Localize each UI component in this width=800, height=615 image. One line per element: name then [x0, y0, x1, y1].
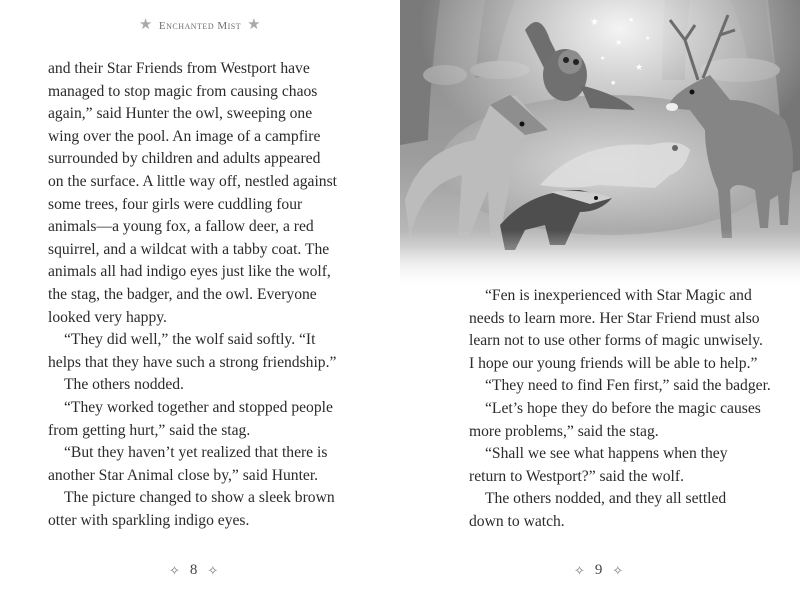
svg-text:★: ★ — [600, 56, 606, 62]
svg-text:★: ★ — [645, 36, 651, 42]
text-line: looked very happy. — [48, 308, 167, 326]
text-line: and their Star Friends from Westport have — [48, 60, 310, 77]
text-line: on the surface. A little way off, nestled against — [48, 172, 337, 190]
text-line: The others nodded. — [64, 376, 184, 394]
text-line: some trees, four girls were cuddling four — [48, 195, 303, 213]
sparkle-icon: ✧ — [169, 562, 180, 578]
text-line: “But they haven’t yet realized that there is — [64, 444, 328, 462]
left-page-text — [48, 58, 358, 532]
text-line: wing over the pool. An image of a campfire — [48, 127, 321, 145]
text-line: the stag, the badger, and the owl. Everyone — [48, 285, 317, 303]
text-line: “Let’s hope they do before the magic causes — [485, 399, 761, 417]
text-line: down to watch. — [469, 512, 565, 530]
sparkle-icon: ✧ — [574, 562, 585, 578]
page-number — [169, 562, 218, 579]
text-line: The others nodded, and they all settled — [485, 490, 727, 508]
right-page-text — [469, 285, 781, 534]
forest-illustration — [400, 0, 800, 290]
text-line: I hope our young friends will be able to help.” — [469, 354, 758, 372]
running-head — [0, 18, 400, 33]
page-number-value: 8 — [189, 562, 198, 578]
text-line: helps that they have such a strong friendship.” — [48, 353, 337, 371]
svg-text:★: ★ — [615, 38, 623, 47]
running-head-title: Enchanted Mist — [158, 19, 242, 32]
text-line: needs to learn more. Her Star Friend must also — [469, 309, 760, 327]
text-line: more problems,” said the stag. — [469, 422, 659, 440]
svg-text:★: ★ — [610, 79, 617, 87]
right-page — [400, 0, 800, 615]
text-line: squirrel, and a wildcat with a tabby coat. The — [48, 240, 330, 258]
text-line: another Star Animal close by,” said Hunter. — [48, 466, 319, 484]
text-line: return to Westport?” said the wolf. — [469, 467, 684, 485]
svg-text:★: ★ — [635, 62, 644, 72]
star-icon: ★ — [138, 17, 153, 33]
svg-text:★: ★ — [590, 17, 599, 28]
text-line: “They did well,” the wolf said softly. “It — [64, 331, 316, 349]
text-line: again,” said Hunter the owl, sweeping one — [48, 105, 313, 123]
text-line: managed to stop magic from causing chaos — [48, 82, 318, 100]
text-line: The picture changed to show a sleek brown — [64, 489, 335, 507]
text-line: from getting hurt,” said the stag. — [48, 421, 251, 439]
page-number — [574, 562, 623, 579]
text-line: “Shall we see what happens when they — [485, 445, 728, 463]
star-icon: ★ — [247, 17, 262, 33]
text-line: animals all had indigo eyes just like the wolf, — [48, 263, 331, 281]
text-line: “They need to find Fen first,” said the badger. — [485, 377, 771, 395]
text-line: surrounded by children and adults appeared — [48, 150, 321, 168]
text-line: “They worked together and stopped people — [64, 398, 333, 416]
sparkle-icon: ✧ — [612, 562, 624, 578]
text-line: “Fen is inexperienced with Star Magic and — [485, 287, 752, 304]
text-line: otter with sparkling indigo eyes. — [48, 511, 250, 529]
page-number-value: 9 — [594, 562, 603, 578]
text-line: animals—a young fox, a fallow deer, a red — [48, 218, 314, 236]
sparkle-icon: ✧ — [207, 562, 219, 578]
text-line: learn not to use other forms of magic unwisely. — [469, 332, 763, 350]
svg-text:★: ★ — [628, 16, 635, 24]
